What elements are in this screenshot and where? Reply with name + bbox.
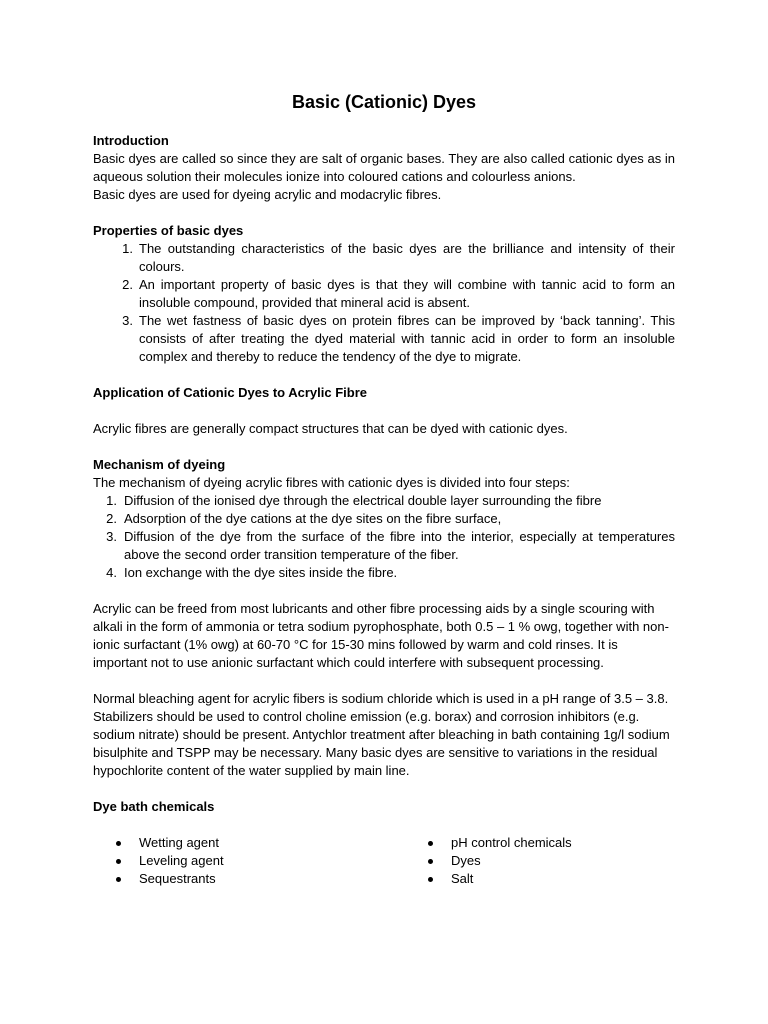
properties-heading: Properties of basic dyes [93, 223, 244, 238]
chemicals-column-left [116, 834, 224, 888]
list-item: 1. Diffusion of the ionised dye through the electrical double layer surrounding the fibre [106, 493, 602, 508]
application-heading: Application of Cationic Dyes to Acrylic Fibre [93, 385, 368, 400]
page-title: Basic (Cationic) Dyes [291, 92, 477, 112]
introduction-paragraph: Basic dyes are called so since they are salt of organic bases. They are also called cationic dyes as in aqueous solution their molecules ionize into coloured cations and colourless anions. [93, 151, 675, 184]
list-item: 4. Ion exchange with the dye sites inside the fibre. [106, 565, 398, 580]
dye-bath-chemicals-list [93, 834, 675, 888]
mechanism-list [93, 492, 675, 582]
introduction-heading: Introduction [93, 133, 169, 148]
list-item: Dyes [428, 852, 572, 870]
list-item: 1. The outstanding characteristics of the basic dyes are the brilliance and intensity of their colours. [122, 241, 675, 274]
list-item: 3. The wet fastness of basic dyes on protein fibres can be improved by ‘back tanning’. This consists of after treating the dyed material with tannic acid in order to form an insoluble complex and thereby to reduce the tendency of the dye to migrate. [122, 313, 675, 364]
list-item: Sequestrants [116, 870, 224, 888]
chemicals-column-right [428, 834, 572, 888]
list-item: 2. An important property of basic dyes is that they will combine with tannic acid to form an insoluble compound, provided that mineral acid is absent. [122, 277, 675, 310]
application-paragraph: Acrylic fibres are generally compact structures that can be dyed with cationic dyes. [93, 421, 568, 436]
list-item: Leveling agent [116, 852, 224, 870]
scouring-paragraph: Acrylic can be freed from most lubricants and other fibre processing aids by a single scouring with alkali in the form of ammonia or tetra sodium pyrophosphate, both 0.5 – 1 % owg, together with non-ionic surfactant (1% owg) at 60-70 °C for 15-30 mins followed by warm and cold rinses. It is important not to use anionic surfactant which could interfere with subsequent processing. [93, 601, 669, 670]
bleaching-paragraph: Normal bleaching agent for acrylic fibers is sodium chloride which is used in a pH range of 3.5 – 3.8. Stabilizers should be used to control choline emission (e.g. borax) and corrosion inhibitors (e.g. sodium nitrate) should be present. Antychlor treatment after bleaching in bath containing 1g/l sodium bisulphite and TSPP may be necessary. Many basic dyes are sensitive to variations in the residual hypochlorite content of the water supplied by main line. [93, 691, 670, 778]
list-item: pH control chemicals [428, 834, 572, 852]
mechanism-intro: The mechanism of dyeing acrylic fibres with cationic dyes is divided into four steps: [93, 475, 570, 490]
list-item: Salt [428, 870, 572, 888]
list-item: Wetting agent [116, 834, 224, 852]
list-item: 3. Diffusion of the dye from the surface of the fibre into the interior, especially at temperatures above the second order transition temperature of the fiber. [106, 529, 675, 562]
dye-bath-chemicals-heading: Dye bath chemicals [93, 799, 215, 814]
list-item: 2. Adsorption of the dye cations at the dye sites on the fibre surface, [106, 511, 502, 526]
mechanism-heading: Mechanism of dyeing [93, 457, 226, 472]
document-body [93, 132, 675, 888]
introduction-paragraph-2: Basic dyes are used for dyeing acrylic and modacrylic fibres. [93, 187, 442, 202]
properties-list [93, 240, 675, 366]
